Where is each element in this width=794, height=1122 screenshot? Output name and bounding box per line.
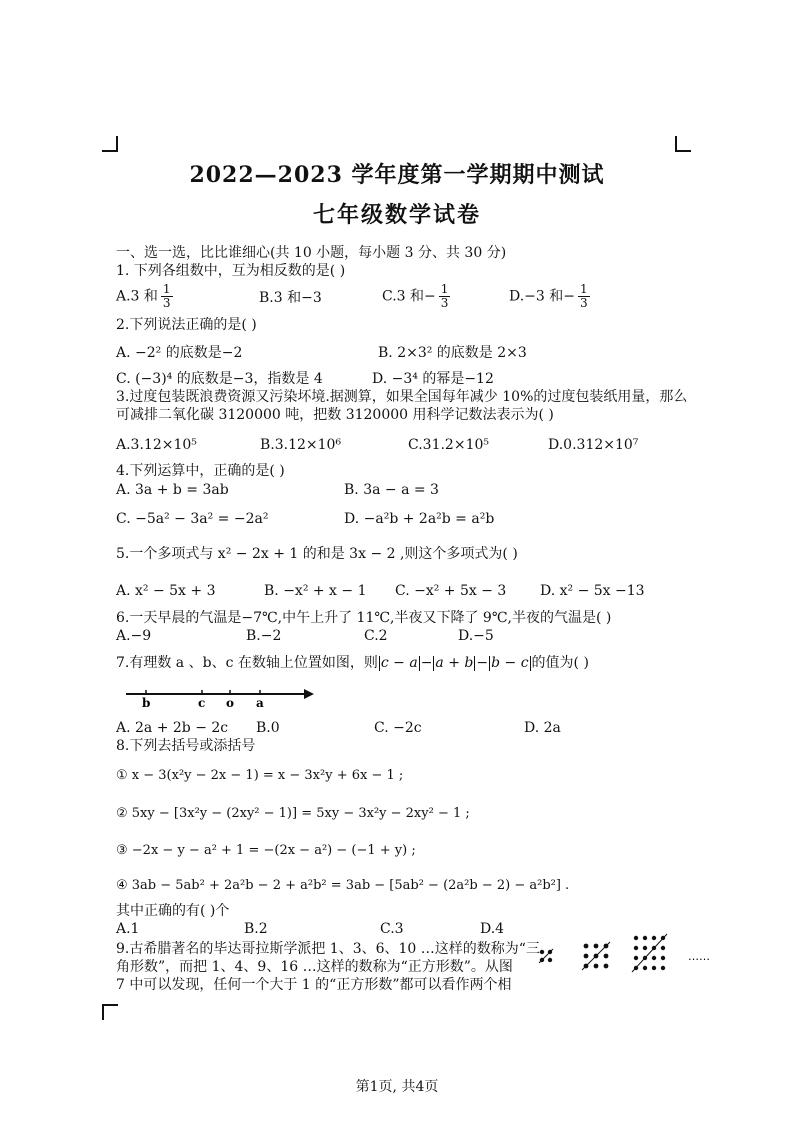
q6-option-d: D.−5 xyxy=(458,628,494,644)
page-subtitle: 七年级数学试卷 xyxy=(312,202,481,228)
question-3-stem-line2: 可减排二氧化碳 3120000 吨，把数 3120000 用科学记数法表示为( ) xyxy=(116,407,554,423)
q7-option-a: A. 2a + 2b − 2c xyxy=(116,720,229,736)
q1-option-b: B.3 和−3 xyxy=(259,290,322,306)
q1-option-a xyxy=(116,283,173,310)
fraction-numerator: 1 xyxy=(580,282,588,296)
question-2-stem: 2.下列说法正确的是( ) xyxy=(116,317,257,333)
q5-option-d: D. x² − 5x −13 xyxy=(540,583,645,599)
label-o: o xyxy=(226,696,235,708)
q7-abs-expr-1: c − a xyxy=(380,655,418,671)
q8-option-c: C.3 xyxy=(380,921,404,937)
dots-ellipsis: …… xyxy=(688,950,710,963)
page-title: 2022—2023 学年度第一学期期中测试 xyxy=(189,162,605,188)
q5-option-c: C. −x² + 5x − 3 xyxy=(395,583,507,599)
fraction xyxy=(578,283,590,310)
q6-option-a: A.−9 xyxy=(116,628,152,644)
section-heading: 一、选一选，比比谁细心(共 10 小题，每小题 3 分、共 30 分) xyxy=(116,245,507,261)
q8-option-d: D.4 xyxy=(480,921,505,937)
q5-option-a: A. x² − 5x + 3 xyxy=(116,583,216,599)
q4-option-c: C. −5a² − 3a² = −2a² xyxy=(116,511,269,527)
fraction-numerator: 1 xyxy=(440,282,449,296)
q8-statement-4: ④ 3ab − 5ab² + 2a²b − 2 + a²b² = 3ab − [5ab² − (2a²b − 2) − a²b²] . xyxy=(116,878,570,893)
q7-option-b: B.0 xyxy=(256,720,280,736)
question-9-line1: 9.古希腊著名的毕达哥拉斯学派把 1、3、6、10 …这样的数称为“三 xyxy=(116,941,540,957)
q7-stem-text: 7.有理数 a 、b、c 在数轴上位置如图，则 xyxy=(116,655,378,671)
q3-option-b: B.3.12×10⁶ xyxy=(260,437,342,453)
q2-option-a: A. −2² 的底数是−2 xyxy=(116,345,243,361)
question-9-line3: 7 中可以发现，任何一个大于 1 的“正方形数”都可以看作两个相 xyxy=(116,977,512,993)
square-number-figure xyxy=(536,932,716,976)
abs-bar xyxy=(419,656,420,671)
q3-option-c: C.31.2×10⁵ xyxy=(408,437,489,453)
question-5-stem: 5.一个多项式与 x² − 2x + 1 的和是 3x − 2 ,则这个多项式为( ) xyxy=(116,546,518,562)
q1-option-a-text: A.3 和 xyxy=(116,288,158,305)
corner-mark-top-right xyxy=(675,136,691,152)
q2-option-b: B. 2×3² 的底数是 2×3 xyxy=(378,345,527,361)
q3-option-d: D.0.312×10⁷ xyxy=(548,437,639,453)
label-b: b xyxy=(142,696,151,708)
q7-option-c: C. −2c xyxy=(374,720,422,736)
question-4-stem: 4.下列运算中，正确的是( ) xyxy=(116,463,285,479)
fraction xyxy=(439,283,451,310)
fraction-denominator: 3 xyxy=(440,296,449,310)
fraction-denominator: 3 xyxy=(162,296,171,310)
q7-abs-expr-2: a + b xyxy=(435,655,474,671)
question-9-line2: 角形数”，而把 1、4、9、16 …这样的数称为“正方形数”。从图 xyxy=(116,959,513,975)
q7-abs-expr-3: b − c xyxy=(491,655,529,671)
abs-bar xyxy=(530,656,531,671)
q8-statement-3: ③ −2x − y − a² + 1 = −(2x − a²) − (−1 + y) ; xyxy=(116,843,416,858)
fraction-numerator: 1 xyxy=(162,282,171,296)
q3-option-a: A.3.12×10⁵ xyxy=(116,437,197,453)
question-7-stem xyxy=(116,654,589,672)
q8-option-b: B.2 xyxy=(244,921,268,937)
label-a: a xyxy=(256,696,264,708)
fraction-denominator: 3 xyxy=(580,296,588,310)
question-6-stem: 6.一天早晨的气温是−7℃,中午上升了 11℃,半夜又下降了 9℃,半夜的气温是( ) xyxy=(116,610,612,626)
q7-option-d: D. 2a xyxy=(524,720,561,736)
q6-option-b: B.−2 xyxy=(246,628,282,644)
q6-option-c: C.2 xyxy=(364,628,388,644)
corner-mark-bottom-left xyxy=(102,1004,118,1020)
q2-option-d: D. −3⁴ 的幂是−12 xyxy=(372,371,494,387)
q5-option-b: B. −x² + x − 1 xyxy=(264,583,367,599)
q1-option-d xyxy=(509,283,590,310)
corner-mark-top-left xyxy=(102,136,118,152)
q1-option-d-text: D.−3 和− xyxy=(509,288,575,305)
q4-option-a: A. 3a + b = 3ab xyxy=(116,482,229,498)
q1-option-c xyxy=(382,283,450,310)
q4-option-d: D. −a²b + 2a²b = a²b xyxy=(344,511,495,527)
q7-stem-tail: 的值为( ) xyxy=(531,655,589,671)
fraction xyxy=(161,283,173,310)
q4-option-b: B. 3a − a = 3 xyxy=(344,482,439,498)
abs-bar xyxy=(379,656,380,671)
abs-bar xyxy=(489,656,490,671)
q7-minus-2: − xyxy=(476,655,489,671)
q8-tail: 其中正确的有( )个 xyxy=(116,903,230,919)
q2-option-c: C. (−3)⁴ 的底数是−3，指数是 4 xyxy=(116,371,323,387)
dots-4x4 xyxy=(632,934,667,972)
q8-statement-1: ① x − 3(x²y − 2x − 1) = x − 3x²y + 6x − 1 ; xyxy=(116,768,404,783)
number-line-arrow-icon xyxy=(304,689,314,699)
question-1-stem: 1. 下列各组数中，互为相反数的是( ) xyxy=(116,263,346,279)
question-3-stem-line1: 3.过度包装既浪费资源又污染坏境.据测算，如果全国每年减少 10%的过度包装纸用量，那么 xyxy=(116,389,688,405)
q8-option-a: A.1 xyxy=(116,921,140,937)
q8-statement-2: ② 5xy − [3x²y − (2xy² − 1)] = 5xy − 3x²y − 2xy² − 1 ; xyxy=(116,806,470,821)
number-line-figure xyxy=(124,684,322,708)
q1-option-c-text: C.3 和− xyxy=(382,288,436,305)
page-footer: 第1页, 共4页 xyxy=(355,1079,439,1095)
question-8-stem: 8.下列去括号或添括号 xyxy=(116,738,256,754)
q7-minus-1: − xyxy=(420,655,433,671)
dots-3x3 xyxy=(582,942,610,970)
dots-2x2 xyxy=(539,949,553,963)
label-c: c xyxy=(198,696,206,708)
